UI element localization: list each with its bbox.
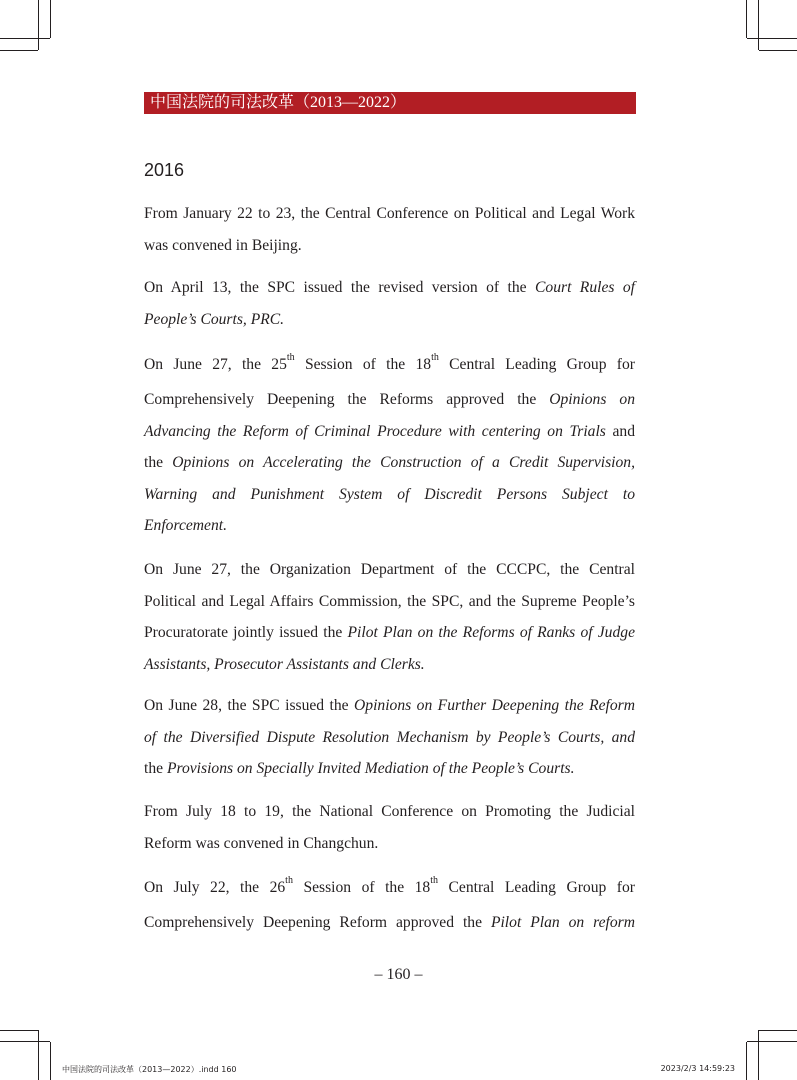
text-run: the [144, 454, 173, 471]
italic-title: Opinions on Accelerating the Construction of a Credit Supervision, [172, 454, 635, 471]
text-run: Comprehensively Deepening the Reforms approved the [144, 391, 550, 408]
paragraph-line: On June 27, the Organization Department of the CCCPC, the Central [144, 561, 635, 578]
paragraph-line [144, 510, 635, 542]
section-year-heading: 2016 [144, 160, 185, 180]
crop-mark-top-right-v [758, 0, 759, 50]
text-run: Central Leading Group for [438, 356, 635, 373]
paragraph-line [144, 346, 635, 384]
paragraph-line [144, 907, 635, 939]
italic-title: People’s Courts, PRC. [144, 310, 285, 328]
crop-mark-top-left-v [38, 0, 39, 50]
italic-title: Advancing the Reform of Criminal Procedure with centering on Trials [144, 422, 606, 440]
paragraph-line [144, 447, 635, 479]
crop-mark-bottom-right-v2 [746, 1042, 747, 1080]
crop-mark-top-right-h2 [759, 50, 797, 51]
text-run: Procuratorate jointly issued the [144, 624, 348, 641]
text-run: Session of the 18 [292, 879, 431, 896]
crop-mark-bottom-left-v [38, 1030, 39, 1080]
slug-file-info: 中国法院的司法改革（2013—2022）.indd 160 [62, 1065, 237, 1074]
italic-title: of the Diversified Dispute Resolution Mechanism by People’s Courts, and [144, 728, 635, 746]
slug-timestamp: 2023/2/3 14:59:23 [660, 1064, 735, 1073]
italic-title: Provisions on Specially Invited Mediation of the People’s Courts. [166, 760, 575, 777]
paragraph-line [144, 304, 635, 336]
paragraph-line [144, 384, 635, 416]
crop-mark-top-left-h2 [0, 50, 38, 51]
paragraph-line [144, 722, 635, 754]
paragraph-line [144, 869, 635, 907]
text-run: On June 28, the SPC issued the [144, 697, 355, 714]
text-run: Central Leading Group for [438, 879, 635, 896]
paragraph-line [144, 690, 635, 722]
italic-title: Opinions on Further Deepening the Reform [354, 697, 635, 714]
italic-title: Court Rules of [535, 279, 636, 296]
page-number: – 160 – [374, 966, 423, 983]
crop-mark-top-right-h [747, 38, 797, 39]
italic-title: Pilot Plan on reform [490, 914, 636, 931]
italic-title: Pilot Plan on the Reforms of Ranks of Judge [347, 624, 635, 641]
paragraph-line [144, 617, 635, 649]
crop-mark-top-right-v2 [746, 0, 747, 38]
running-header-title: 中国法院的司法改革（2013—2022） [150, 94, 407, 111]
crop-mark-top-left-v2 [50, 0, 51, 38]
crop-mark-bottom-right-h [747, 1041, 797, 1042]
italic-title: Opinions on [549, 391, 635, 408]
paragraph-4 [144, 554, 635, 680]
paragraph-line [144, 649, 635, 681]
superscript: th [430, 875, 438, 886]
text-run: On June 27, the 25 [144, 356, 287, 373]
italic-title: Warning and Punishment System of Discredit Persons Subject to [144, 485, 635, 503]
italic-title: Enforcement. [144, 517, 227, 534]
paragraph-line: Reform was convened in Changchun. [144, 834, 379, 852]
crop-mark-top-left-h [0, 38, 50, 39]
text-run: On April 13, the SPC issued the revised version of the [144, 279, 535, 296]
crop-mark-bottom-right-h2 [759, 1030, 797, 1031]
paragraph-3 [144, 346, 635, 542]
paragraph-line: Political and Legal Affairs Commission, the SPC, and the Supreme People’s [144, 592, 635, 610]
paragraph-line [144, 272, 635, 304]
crop-mark-bottom-left-h2 [0, 1030, 38, 1031]
paragraph-line: From July 18 to 19, the National Conference on Promoting the Judicial [144, 803, 635, 820]
superscript: th [286, 352, 295, 363]
text-run: and [605, 422, 636, 440]
crop-mark-bottom-left-h [0, 1041, 50, 1042]
paragraph-7 [144, 869, 635, 939]
paragraph-5 [144, 690, 635, 785]
text-run: Comprehensively Deepening Reform approved the [144, 914, 491, 931]
paragraph-line [144, 416, 635, 448]
superscript: th [431, 352, 439, 363]
crop-mark-bottom-right-v [758, 1030, 759, 1080]
paragraph-2 [144, 272, 635, 335]
paragraph-line: was convened in Beijing. [144, 236, 302, 254]
running-header [144, 92, 636, 114]
text-run: the [144, 760, 167, 777]
superscript: th [285, 875, 293, 886]
italic-title: Assistants, Prosecutor Assistants and Clerks. [144, 655, 425, 673]
text-run: On July 22, the 26 [144, 879, 286, 896]
crop-mark-bottom-left-v2 [50, 1042, 51, 1080]
paragraph-line [144, 479, 635, 511]
text-run: Session of the 18 [294, 356, 432, 373]
paragraph-line: From January 22 to 23, the Central Conference on Political and Legal Work [144, 205, 635, 222]
paragraph-6 [144, 796, 635, 859]
paragraph-1 [144, 198, 635, 261]
paragraph-line [144, 753, 635, 785]
